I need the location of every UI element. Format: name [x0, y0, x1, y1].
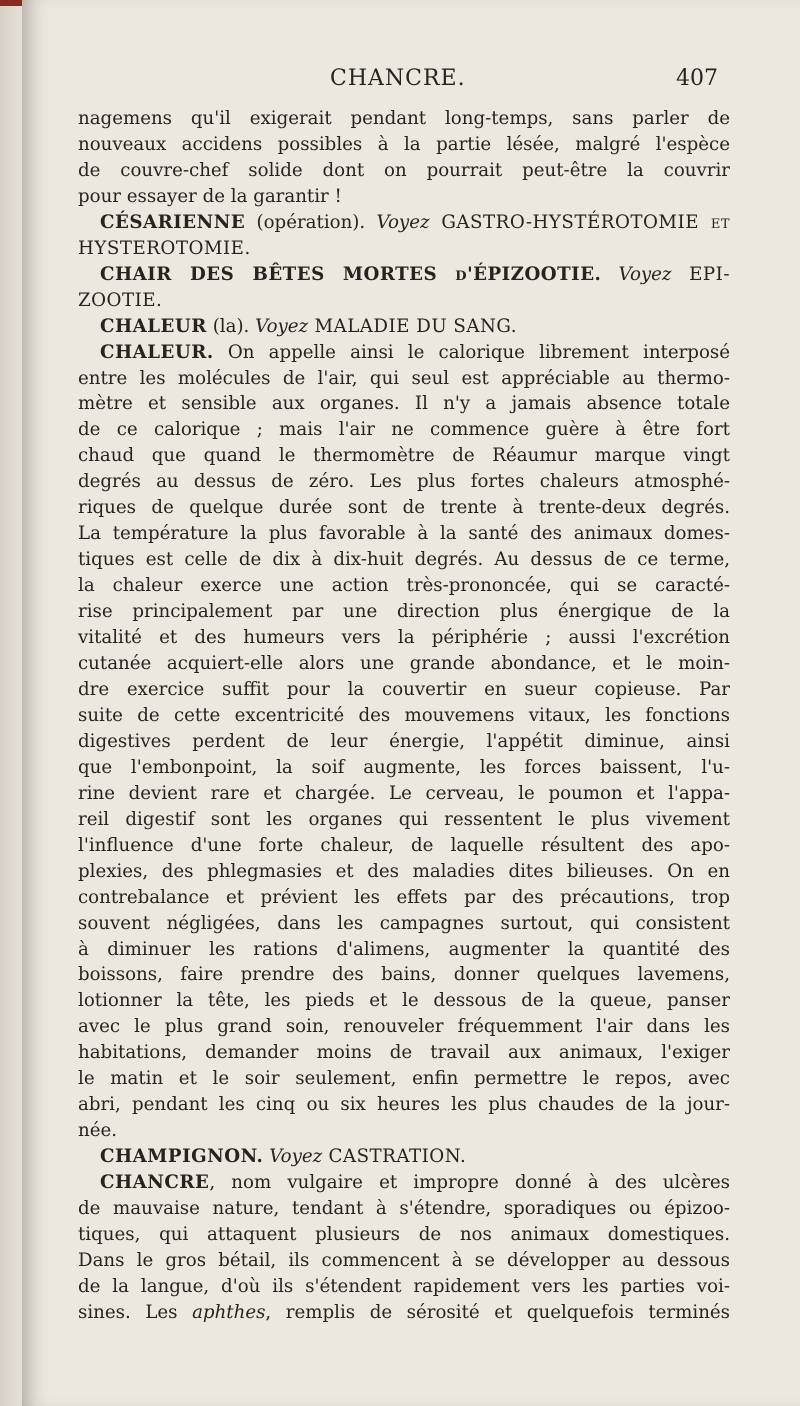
entry-headword: CHALEUR. [100, 341, 214, 363]
entry-headword: CÉSARIENNE [100, 211, 246, 233]
text-line: habitations, demander moins de travail aux animaux, l'exiger [78, 1042, 730, 1064]
text-line: degrés au dessus de zéro. Les plus fortes chaleurs atmosphé- [78, 471, 730, 493]
entry-chancre: CHANCRE, nom vulgaire et impropre donné à des ulcères [100, 1172, 730, 1194]
text-line: chaud que quand le thermomètre de Réaumur marque vingt [78, 445, 730, 467]
text-line: ZOOTIE. [78, 289, 163, 311]
entry-champignon [78, 1144, 730, 1170]
cross-ref-target: MALADIE DU SANG. [308, 315, 518, 337]
text-line: née. [78, 1120, 118, 1142]
text-line: nouveaux accidens possibles à la partie lésée, malgré l'espèce [78, 133, 730, 155]
text-line: cutanée acquiert-elle alors une grande abondance, et le moin- [78, 653, 730, 675]
text-line: avec le plus grand soin, renouveler fréquemment l'air dans les [78, 1016, 730, 1038]
page-number: 407 [676, 66, 718, 91]
text-line: souvent négligées, dans les campagnes surtout, qui consistent [78, 912, 730, 934]
text-line: que l'embonpoint, la soif augmente, les forces baissent, l'u- [78, 756, 730, 778]
text-line: suite de cette excentricité des mouvemens vitaux, les fonctions [78, 704, 730, 726]
text-line: de la langue, d'où ils s'étendent rapidement vers les parties voi- [78, 1275, 730, 1297]
text-line: de couvre-chef solide dont on pourrait peut-être la couvrir [78, 159, 730, 181]
text-line: la chaleur exerce une action très-prononcée, qui se caracté- [78, 575, 730, 597]
cross-ref-word: Voyez [376, 211, 430, 233]
text-line: Dans le gros bétail, ils commencent à se développer au dessous [78, 1249, 730, 1271]
cross-ref-word: Voyez [269, 1146, 323, 1168]
book-gutter [0, 0, 24, 1406]
text-line: dre exercice suffit pour la couvertir en sueur copieuse. Par [78, 678, 730, 700]
entry-chaleur: CHALEUR. On appelle ainsi le calorique librement interposé [100, 341, 730, 363]
text-line: de mauvaise nature, tendant à s'étendre, sporadiques ou épizoo- [78, 1198, 730, 1220]
text-line: nagemens qu'il exigerait pendant long-temps, sans parler de [78, 108, 730, 129]
italic-term: aphthes [192, 1301, 266, 1323]
text-line: boissons, faire prendre des bains, donner quelques lavemens, [78, 964, 730, 986]
text-line: tiques, qui attaquent plusieurs de nos animaux domestiques. [78, 1223, 730, 1245]
text-line: l'influence d'une forte chaleur, de laquelle résultent des apo- [78, 834, 730, 856]
entry-chair [78, 262, 730, 288]
cross-ref-target: EPI- [671, 263, 730, 285]
text-line: vitalité et des humeurs vers la périphérie ; aussi l'excrétion [78, 627, 730, 649]
text-line: plexies, des phlegmasies et des maladies dites bilieuses. On en [78, 860, 730, 882]
entry-headword: CHAIR DES BÊTES MORTES d'ÉPIZOOTIE. [100, 263, 602, 285]
text-line: reil digestif sont les organes qui ressentent le plus vivement [78, 808, 730, 830]
text-line: à diminuer les rations d'alimens, augmenter la quantité des [78, 938, 730, 960]
text-line: rine devient rare et chargée. Le cerveau, le poumon et l'appa- [78, 782, 730, 804]
text-line: mètre et sensible aux organes. Il n'y a jamais absence totale [78, 393, 730, 415]
text-line: de ce calorique ; mais l'air ne commence guère à être fort [78, 419, 730, 441]
text-line: tiques est celle de dix à dix-huit degrés. Au dessus de ce terme, [78, 549, 730, 571]
text-line: rise principalement par une direction plus énergique de la [78, 601, 730, 623]
cross-ref-word: Voyez [618, 263, 672, 285]
running-header [0, 66, 800, 106]
entry-headword: CHANCRE [100, 1172, 210, 1194]
cross-ref-target: GASTRO-HYSTÉROTOMIE et [429, 211, 730, 233]
text-line: pour essayer de la garantir ! [78, 185, 342, 207]
text-line: lotionner la tête, les pieds et le dessous de la queue, panser [78, 990, 730, 1012]
text-line: entre les molécules de l'air, qui seul est appréciable au thermo- [78, 367, 730, 389]
running-title: CHANCRE. [330, 66, 466, 91]
text-line: La température la plus favorable à la santé des animaux domes- [78, 523, 730, 545]
entry-headword: CHALEUR [100, 315, 207, 337]
page-body [78, 106, 730, 1326]
text-line: contrebalance et prévient les effets par des précautions, trop [78, 886, 730, 908]
text-line: HYSTEROTOMIE. [78, 237, 251, 259]
entry-cesarienne: CÉSARIENNE (opération). Voyez GASTRO-HYSTÉROTOMIE et [100, 211, 730, 233]
cross-ref-word: Voyez [255, 315, 309, 337]
text-line: sines. Les aphthes, remplis de sérosité et quelquefois terminés [78, 1301, 730, 1323]
text-line: le matin et le soir seulement, enfin permettre le repos, avec [78, 1068, 730, 1090]
entry-chaleur-la: CHALEUR (la). Voyez MALADIE DU SANG. [100, 315, 518, 337]
cross-ref-target: CASTRATION. [322, 1146, 467, 1168]
text-line: riques de quelque durée sont de trente à trente-deux degrés. [78, 497, 730, 519]
text-line: digestives perdent de leur énergie, l'appétit diminue, ainsi [78, 730, 730, 752]
text-line: abri, pendant les cinq ou six heures les plus chaudes de la jour- [78, 1094, 730, 1116]
entry-headword: CHAMPIGNON. [100, 1146, 264, 1168]
